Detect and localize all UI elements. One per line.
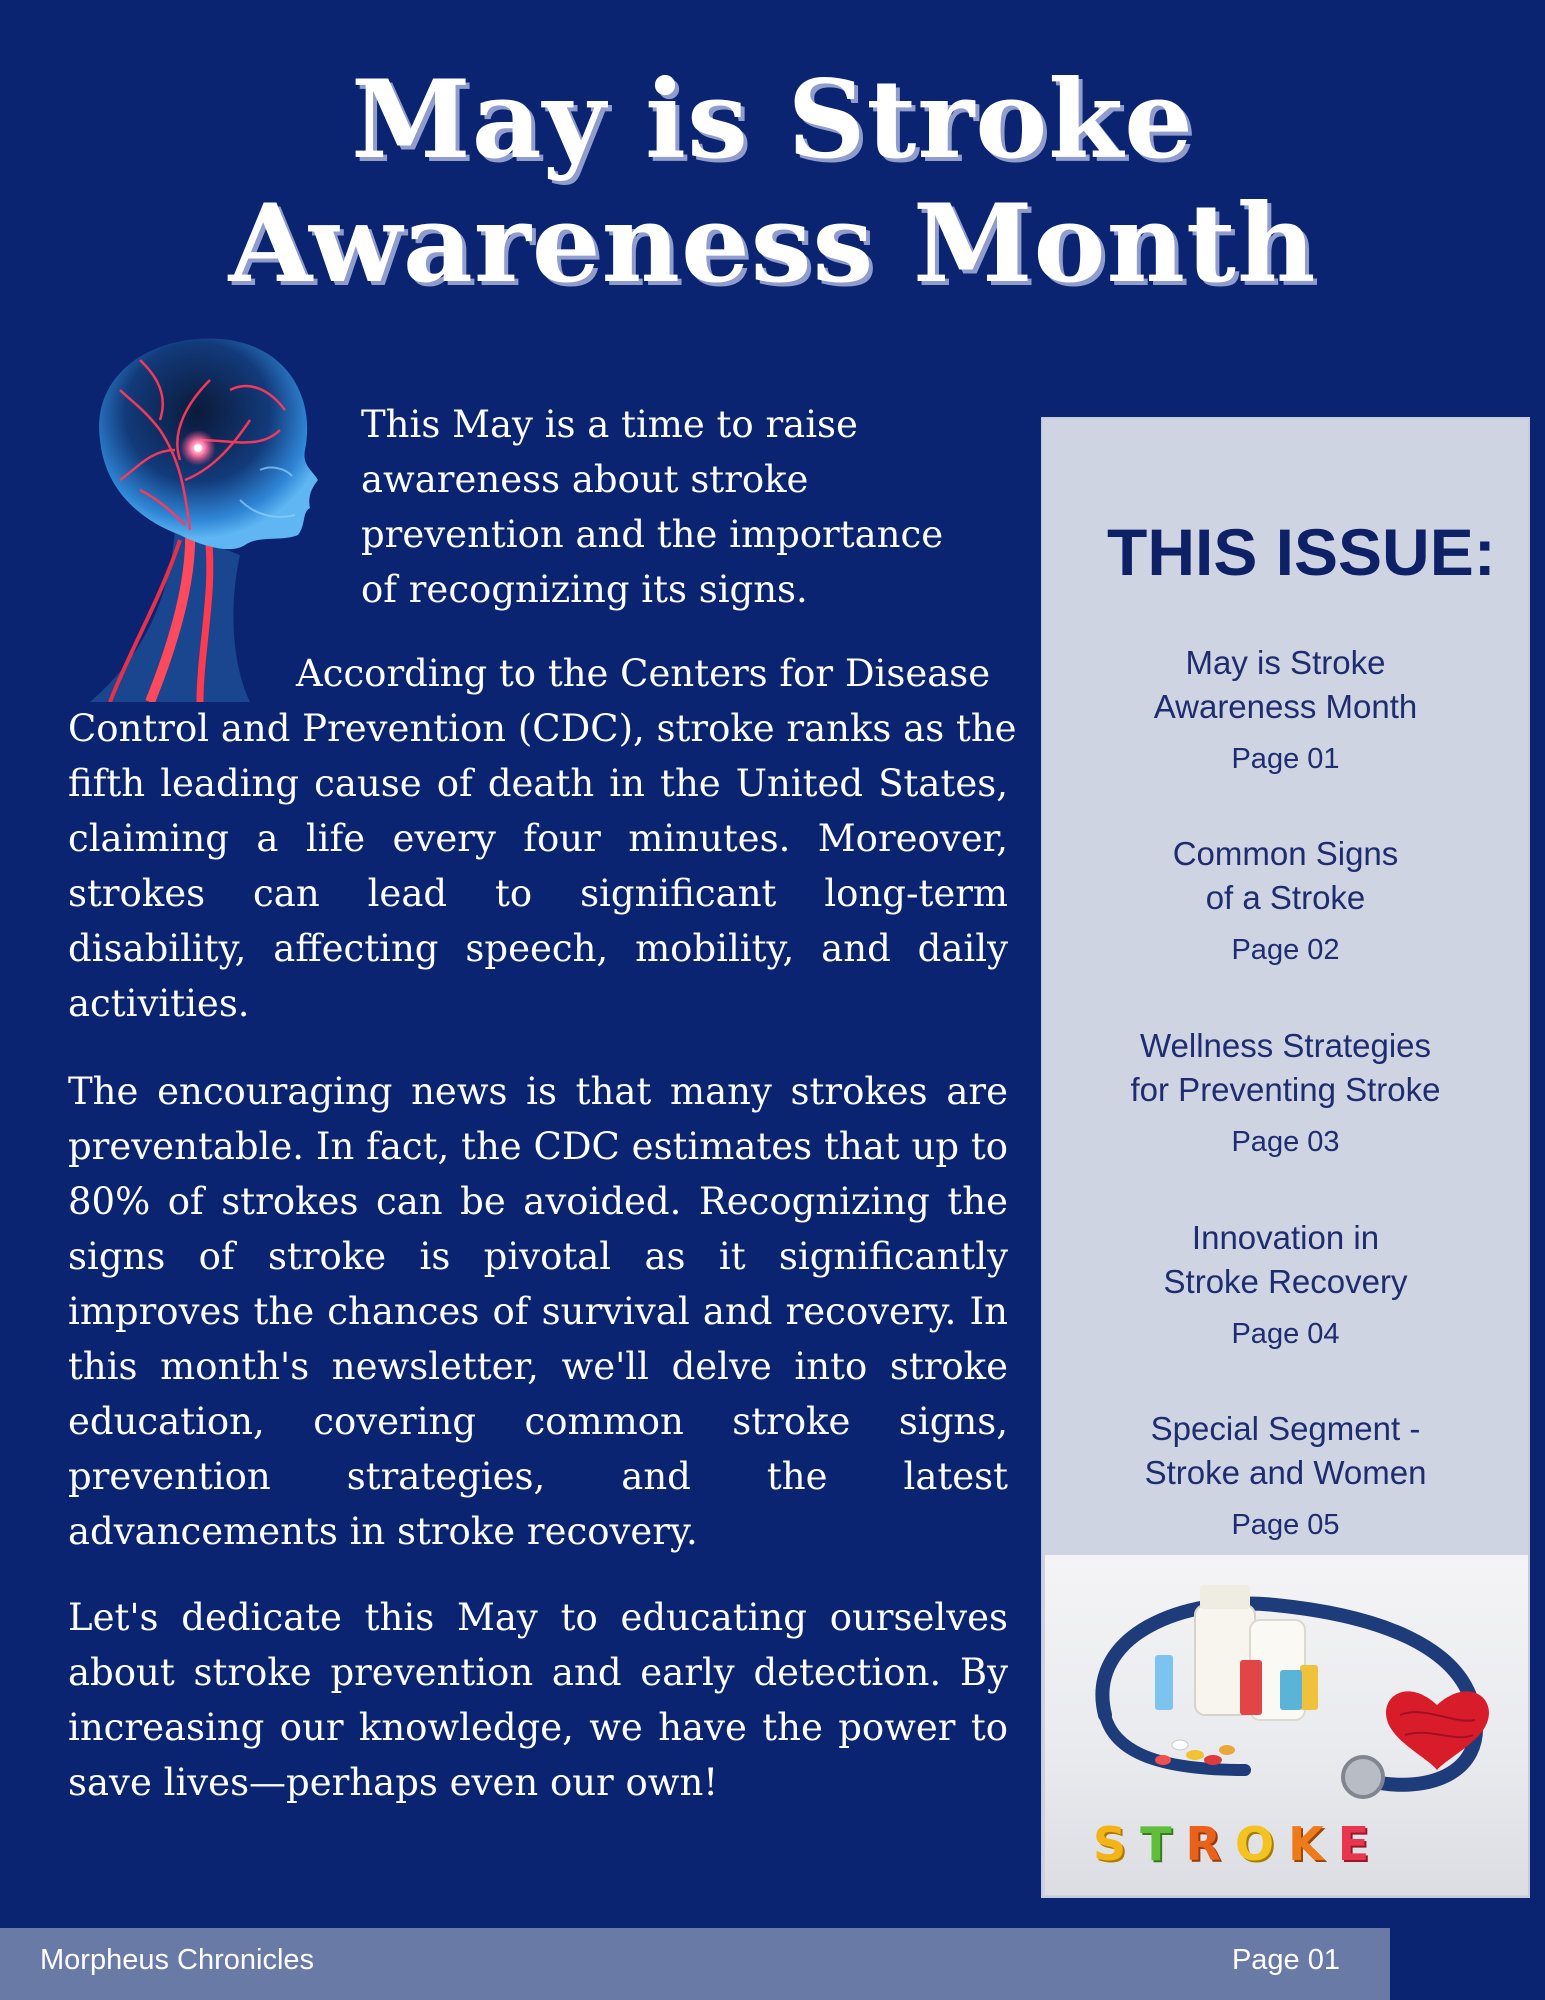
block-letter: O	[1234, 1817, 1289, 1871]
paragraph-1-line-1: According to the Centers for Disease	[296, 652, 991, 695]
issue-item-page-01[interactable]	[1043, 641, 1528, 779]
paragraph-line: education, covering common stroke signs,	[68, 1400, 1008, 1443]
paragraph-line: fifth leading cause of death in the United States,	[68, 762, 1008, 805]
paragraph-line: improves the chances of survival and recovery. In	[68, 1290, 1008, 1333]
paragraph-line: preventable. In fact, the CDC estimates that up to	[68, 1125, 1008, 1168]
intro-line: of recognizing its signs.	[361, 568, 808, 611]
stroke-block-letters	[1093, 1817, 1383, 1871]
issue-item-page: Page 04	[1231, 1318, 1340, 1350]
issue-item-page-02[interactable]	[1043, 832, 1528, 970]
title-line-2: Awareness Month	[228, 181, 1317, 307]
issue-item-page: Page 05	[1231, 1509, 1340, 1541]
issue-item-page: Page 03	[1231, 1126, 1340, 1158]
paragraph-line: activities.	[68, 982, 250, 1025]
issue-title-line: Stroke and Women	[1144, 1454, 1427, 1491]
paragraph-3	[68, 1590, 1008, 1810]
issue-title-line: Awareness Month	[1153, 688, 1418, 725]
issue-title-line: Special Segment -	[1150, 1410, 1421, 1447]
block-letter: R	[1185, 1817, 1235, 1871]
page-footer	[0, 1928, 1390, 2000]
paragraph-line: this month's newsletter, we'll delve into stroke	[68, 1345, 1008, 1388]
issue-item-title	[1043, 1216, 1528, 1304]
issue-title-line: of a Stroke	[1205, 879, 1366, 916]
issue-item-title	[1043, 832, 1528, 920]
paragraph-2	[68, 1064, 1008, 1559]
page-title	[0, 58, 1545, 306]
paragraph-1-line-2: Control and Prevention (CDC), stroke ranks as the	[68, 707, 1017, 750]
paragraph-line: Let's dedicate this May to educating ourselves	[68, 1596, 1008, 1639]
intro-line: prevention and the importance	[361, 513, 944, 556]
paragraph-line: increasing our knowledge, we have the power to	[68, 1706, 1008, 1749]
block-letter: T	[1140, 1817, 1186, 1871]
paragraph-line: disability, affecting speech, mobility, and daily	[68, 927, 1008, 970]
stroke-medical-photo	[1045, 1555, 1528, 1895]
issue-item-page: Page 02	[1231, 934, 1340, 966]
paragraph-line: signs of stroke is pivotal as it significantly	[68, 1235, 1008, 1278]
block-letter: E	[1337, 1817, 1384, 1871]
publication-name: Morpheus Chronicles	[40, 1944, 315, 1976]
paragraph-line: 80% of strokes can be avoided. Recognizing the	[68, 1180, 1008, 1223]
issue-item-page-04[interactable]	[1043, 1216, 1528, 1354]
page-number: Page 01	[1231, 1944, 1340, 1976]
intro-text	[361, 397, 1001, 617]
issue-title-line: May is Stroke	[1185, 644, 1386, 681]
sidebar-heading: THIS ISSUE:	[1107, 515, 1496, 589]
issue-title-line: Common Signs	[1172, 835, 1399, 872]
paragraph-line: advancements in stroke recovery.	[68, 1510, 698, 1553]
title-line-1: May is Stroke	[351, 57, 1194, 183]
issue-item-page-05[interactable]	[1043, 1407, 1528, 1545]
issue-item-title	[1043, 641, 1528, 729]
issue-title-line: Stroke Recovery	[1163, 1263, 1408, 1300]
issue-title-line: Innovation in	[1191, 1219, 1380, 1256]
paragraph-line: The encouraging news is that many strokes are	[68, 1070, 1008, 1113]
paragraph-line: claiming a life every four minutes. Moreover,	[68, 817, 1008, 860]
issue-title-line: Wellness Strategies	[1139, 1027, 1432, 1064]
paragraph-1	[68, 756, 1008, 1031]
issue-item-title	[1043, 1024, 1528, 1112]
issue-title-line: for Preventing Stroke	[1130, 1071, 1441, 1108]
paragraph-line: about stroke prevention and early detection. By	[68, 1651, 1008, 1694]
block-letter: S	[1093, 1817, 1141, 1871]
intro-line: This May is a time to raise	[361, 403, 858, 446]
paragraph-line: strokes can lead to significant long-term	[68, 872, 1008, 915]
brain-skull-illustration	[80, 330, 330, 702]
paragraph-line: prevention strategies, and the latest	[68, 1455, 1008, 1498]
issue-item-title	[1043, 1407, 1528, 1495]
block-letter: K	[1288, 1817, 1338, 1871]
issue-item-page: Page 01	[1231, 743, 1340, 775]
issue-item-page-03[interactable]	[1043, 1024, 1528, 1162]
intro-line: awareness about stroke	[361, 458, 809, 501]
paragraph-line: save lives—perhaps even our own!	[68, 1761, 719, 1804]
